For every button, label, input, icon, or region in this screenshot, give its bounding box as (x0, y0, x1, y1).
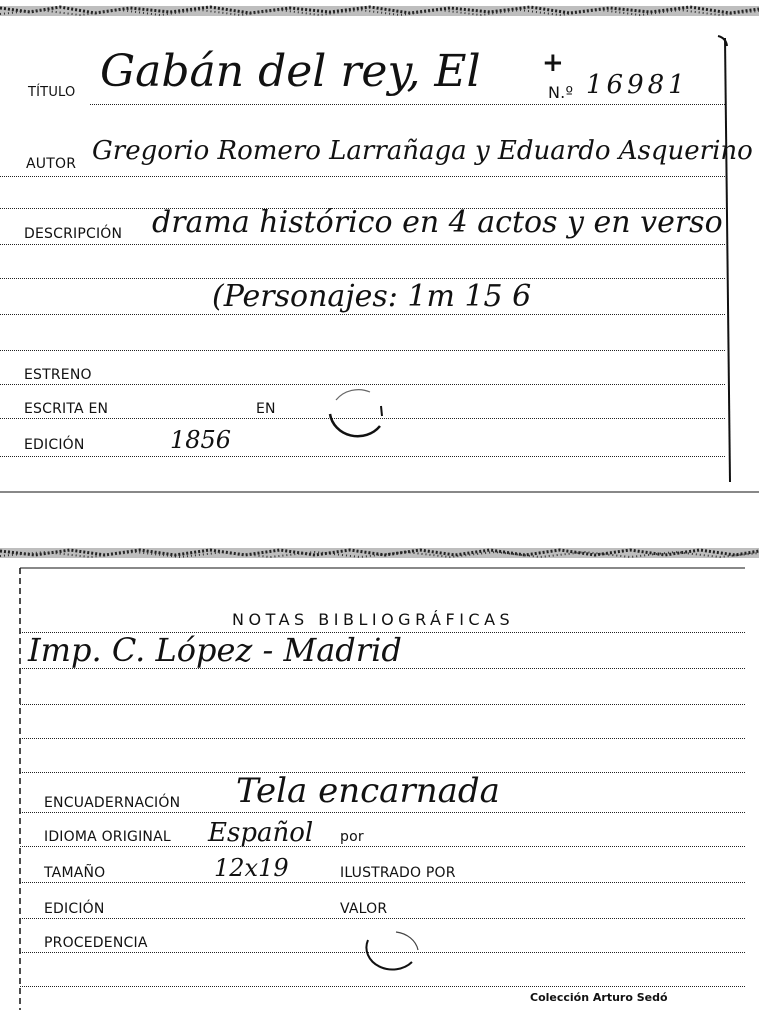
rule-notas-4 (20, 738, 745, 739)
stamp-circle-2 (356, 928, 426, 980)
rule-autor (0, 176, 725, 177)
rule-tamano (20, 882, 745, 883)
rule-notas-3 (20, 704, 745, 705)
encuadernacion-value: Tela encarnada (236, 771, 500, 811)
ilustrado-por-label: ILUSTRADO POR (340, 865, 456, 881)
estreno-label: ESTRENO (24, 367, 92, 383)
descripcion-label: DESCRIPCIÓN (24, 226, 123, 242)
titulo-label: TÍTULO (28, 85, 76, 100)
edicion-value: 1856 (170, 426, 232, 454)
edicion-label: EDICIÓN (24, 437, 85, 453)
idioma-original-label: IDIOMA ORIGINAL (44, 829, 171, 845)
idioma-value: Español (208, 818, 314, 848)
stamp-circle-1 (322, 386, 392, 450)
rule-descripcion (0, 244, 725, 245)
titulo-value: Gabán del rey, El (100, 46, 481, 97)
notas-value: Imp. C. López - Madrid (28, 631, 402, 669)
numero-value: 16981 (586, 70, 689, 100)
rule-bottom (20, 986, 745, 987)
rule-personajes (0, 314, 725, 315)
rule-idioma (20, 846, 745, 847)
tamano-value: 12x19 (214, 854, 289, 882)
rule-edicion-2 (20, 918, 745, 919)
coleccion-footer: Colección Arturo Sedó (530, 991, 668, 1004)
autor-label: AUTOR (26, 156, 77, 172)
en-label: EN (256, 401, 276, 417)
notas-bibliograficas-title: NOTAS BIBLIOGRÁFICAS (232, 610, 515, 629)
procedencia-label: PROCEDENCIA (44, 935, 148, 951)
rule-notas-2 (20, 668, 745, 669)
rule-encuadernacion (20, 812, 745, 813)
rule-edicion (0, 456, 725, 457)
cross-mark: + (542, 48, 564, 78)
valor-label: VALOR (340, 901, 388, 917)
por-label: por (340, 829, 364, 845)
rule-estreno (0, 384, 725, 385)
escrita-en-label: ESCRITA EN (24, 401, 109, 417)
autor-value: Gregorio Romero Larrañaga y Eduardo Asquerino (92, 136, 753, 166)
edicion-2-label: EDICIÓN (44, 901, 105, 917)
descripcion-value: drama histórico en 4 actos y en verso (152, 205, 723, 240)
personajes-value: (Personajes: 1m 15 6 (212, 279, 532, 314)
encuadernacion-label: ENCUADERNACIÓN (44, 795, 181, 811)
rule-titulo (90, 104, 725, 105)
tamano-label: TAMAÑO (44, 865, 106, 881)
numero-label: N.º (548, 83, 574, 102)
rule-blank-3 (0, 350, 725, 351)
